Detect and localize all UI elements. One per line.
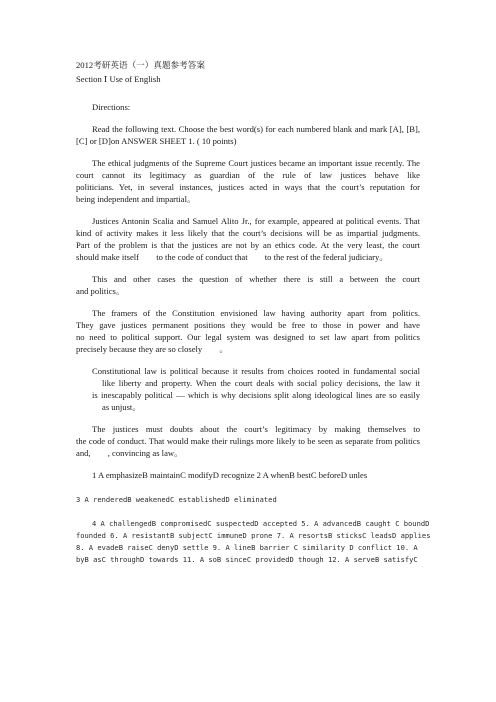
p3-line-2: and politics。 (76, 286, 125, 296)
p4-line-1: The framers of the Constitution envisioned law having authority apart from politics. (92, 308, 420, 318)
p6-line-3: and, , convincing as law。 (76, 448, 183, 458)
p1-line-4: being independent and impartial。 (76, 194, 196, 204)
answers-line-4: byB asC throughD towards 11. A soB sinceC providedD though 12. A serveB satisfyC (76, 555, 418, 564)
document-title: 2012考研英语（一）真题参考答案 (76, 60, 205, 70)
p3-line-1: This and other cases the question of whether there is still a between the court (92, 274, 420, 284)
p5-line-1: Constitutional law is political because it results from choices rooted in fundamental social (92, 366, 420, 376)
answers-line-1: 4 A challengedB compromisedC suspectedD accepted 5. A advancedB caught C boundD (92, 519, 430, 528)
directions-line-1: Read the following text. Choose the best word(s) for each numbered blank and mark [A], [B], (92, 124, 420, 134)
p2-line-3: Part of the problem is that the justices are not by an ethics code. At the very least, the court (76, 240, 420, 250)
p4-line-2: They gave justices permanent positions they would be free to those in power and have (76, 320, 420, 330)
section-heading: Section Ⅰ Use of English (76, 74, 161, 84)
p4-line-3: no need to political support. Our legal system was designed to set law apart from politics (76, 332, 420, 342)
answers-line-3: 8. A evadeB raiseC denyD settle 9. A lineB barrier C similarity D conflict 10. A (76, 543, 418, 552)
p1-line-1: The ethical judgments of the Supreme Court justices became an important issue recently. The (92, 158, 420, 168)
p2-line-4: should make itself to the code of conduct that to the rest of the federal judiciary。 (76, 252, 388, 262)
p5-line-2: like liberty and property. When the court deals with social policy decisions, the law it (102, 378, 420, 388)
answers-3: 3 A renderedB weakenedC establishedD eliminated (76, 495, 277, 504)
p6-line-1: The justices must doubts about the court’s legitimacy by making themselves to (92, 424, 420, 434)
answers-line-2: founded 6. A resistantB subjectC immuneD prone 7. A resortsB sticksC leadsD applies (76, 531, 431, 540)
answers-1-2: 1 A emphasizeB maintainC modifyD recognize 2 A whenB bestC beforeD unles (92, 470, 368, 480)
p5-line-3: is inescapably political — which is why decisions split along ideological lines are so easily (92, 390, 420, 400)
p4-line-4: precisely because they are so closely 。 (76, 344, 229, 354)
directions-label: Directions: (92, 102, 131, 112)
p6-line-2: the code of conduct. That would make their rulings more likely to be seen as separate from politics (76, 436, 420, 446)
p1-line-3: politicians. Yet, in several instances, justices acted in ways that the court’s reputation for (76, 182, 420, 192)
p2-line-2: kind of activity makes it less likely that the court’s decisions will be as impartial judgments. (76, 228, 420, 238)
p5-line-4: as unjust。 (102, 402, 141, 412)
directions-line-2: [C] or [D]on ANSWER SHEET 1. ( 10 points) (76, 136, 237, 146)
p1-line-2: court cannot its legitimacy as guardian of the rule of law justices behave like (76, 170, 420, 180)
p2-line-1: Justices Antonin Scalia and Samuel Alito Jr., for example, appeared at political events. That (92, 216, 420, 226)
